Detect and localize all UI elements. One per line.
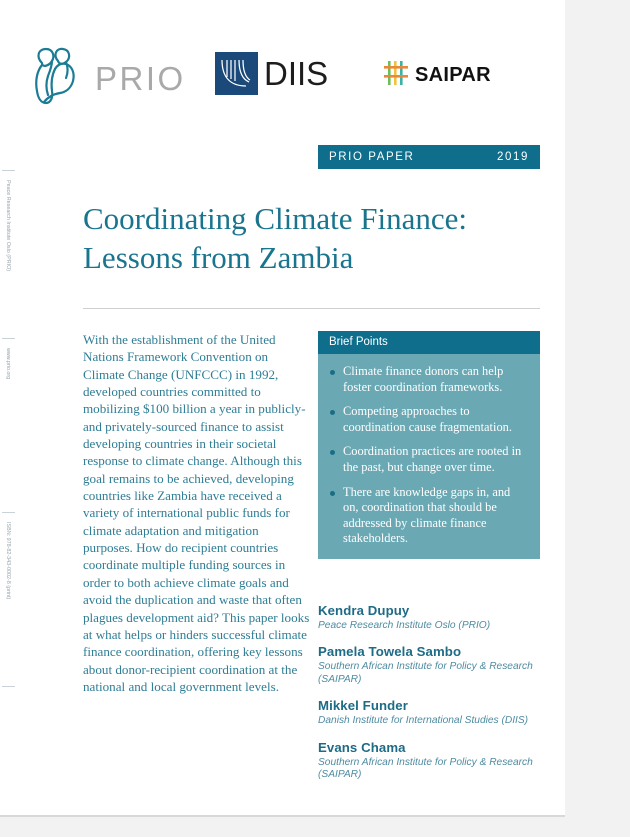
diis-mark-icon bbox=[215, 52, 258, 95]
title-divider bbox=[83, 308, 540, 309]
author-name: Kendra Dupuy bbox=[318, 603, 410, 618]
author-affiliation: Danish Institute for International Studies (DIIS) bbox=[318, 715, 529, 727]
page-title bbox=[83, 199, 545, 277]
author-block bbox=[318, 603, 550, 632]
saipar-logo bbox=[383, 60, 491, 91]
spine-tick-top bbox=[2, 170, 15, 171]
page-title-line-1: Coordinating Climate Finance: bbox=[83, 200, 467, 236]
brief-point-item bbox=[330, 364, 528, 395]
spine-website: www.prio.org bbox=[5, 348, 11, 380]
brief-point-item bbox=[330, 485, 528, 547]
author-block bbox=[318, 644, 550, 686]
author-list bbox=[318, 603, 550, 781]
brief-point-text: There are knowledge gaps in, and on, coordination that should be addressed by climate finance stakeholders. bbox=[343, 484, 511, 546]
diis-logo bbox=[215, 52, 328, 95]
brief-point-text: Climate finance donors can help foster coordination frameworks. bbox=[343, 364, 504, 394]
brief-point-text: Competing approaches to coordination cause fragmentation. bbox=[343, 404, 512, 434]
bullet-icon bbox=[330, 491, 335, 496]
logo-row bbox=[0, 40, 565, 115]
author-block bbox=[318, 740, 550, 782]
paper-type-label: PRIO PAPER bbox=[329, 151, 415, 163]
diis-wordmark: DIIS bbox=[264, 54, 329, 92]
prio-wordmark: PRIO bbox=[95, 59, 186, 97]
prio-figure-icon bbox=[28, 45, 88, 112]
spine-institute: Peace Research Institute Oslo (PRIO) bbox=[5, 180, 11, 272]
bullet-icon bbox=[330, 410, 335, 415]
author-block bbox=[318, 698, 550, 727]
author-name: Evans Chama bbox=[318, 739, 406, 755]
paper-type-band bbox=[318, 145, 540, 169]
paper-year: 2019 bbox=[497, 151, 529, 163]
brief-points-body bbox=[318, 354, 540, 559]
page-title-line-2: Lessons from Zambia bbox=[83, 239, 354, 275]
spine-isbn: ISBN: 978-82-343-0002-8 (print) bbox=[5, 522, 11, 600]
author-name: Pamela Towela Sambo bbox=[318, 644, 462, 660]
author-affiliation: Southern African Institute for Policy & Research (SAIPAR) bbox=[318, 661, 533, 685]
saipar-grid-icon bbox=[383, 60, 409, 91]
brief-point-item bbox=[330, 444, 528, 475]
bullet-icon bbox=[330, 370, 335, 375]
brief-points-box bbox=[318, 331, 540, 559]
spine-tick-middle bbox=[2, 338, 15, 339]
author-affiliation: Peace Research Institute Oslo (PRIO) bbox=[318, 620, 491, 631]
author-name: Mikkel Funder bbox=[318, 698, 408, 714]
page-bottom-edge bbox=[0, 815, 565, 817]
saipar-wordmark: SAIPAR bbox=[415, 64, 491, 86]
brief-point-item bbox=[330, 404, 528, 435]
author-affiliation: Southern African Institute for Policy & Research (SAIPAR) bbox=[318, 756, 533, 781]
spine-tick-lower bbox=[2, 512, 15, 513]
bullet-icon bbox=[330, 450, 335, 455]
brief-points-header: Brief Points bbox=[318, 331, 540, 354]
spine-tick-bottom bbox=[2, 686, 15, 687]
prio-logo bbox=[28, 45, 186, 112]
abstract-text: With the establishment of the United Nations Framework Convention on Climate Change (UNFCCC) in 1992, developed countries committed to mobilizing $100 billion a year in publicly- and privately-sourced finance to assist developing countries in their societal response to climate change. Although this goal remains to be achieved, developing countries like Zambia have received a variety of international public funds for climate adaptation and mitigation purposes. How do recipient countries coordinate multiple funding sources in order to both achieve climate goals and avoid the duplication and waste that often plagues development aid? This paper looks at what helps or hinders successful climate finance coordination, offering key lessons about donor-recipient coordination at the national and local government levels. bbox=[83, 332, 310, 694]
page-right-gutter bbox=[565, 0, 630, 837]
brief-point-text: Coordination practices are rooted in the past, but change over time. bbox=[343, 444, 522, 474]
